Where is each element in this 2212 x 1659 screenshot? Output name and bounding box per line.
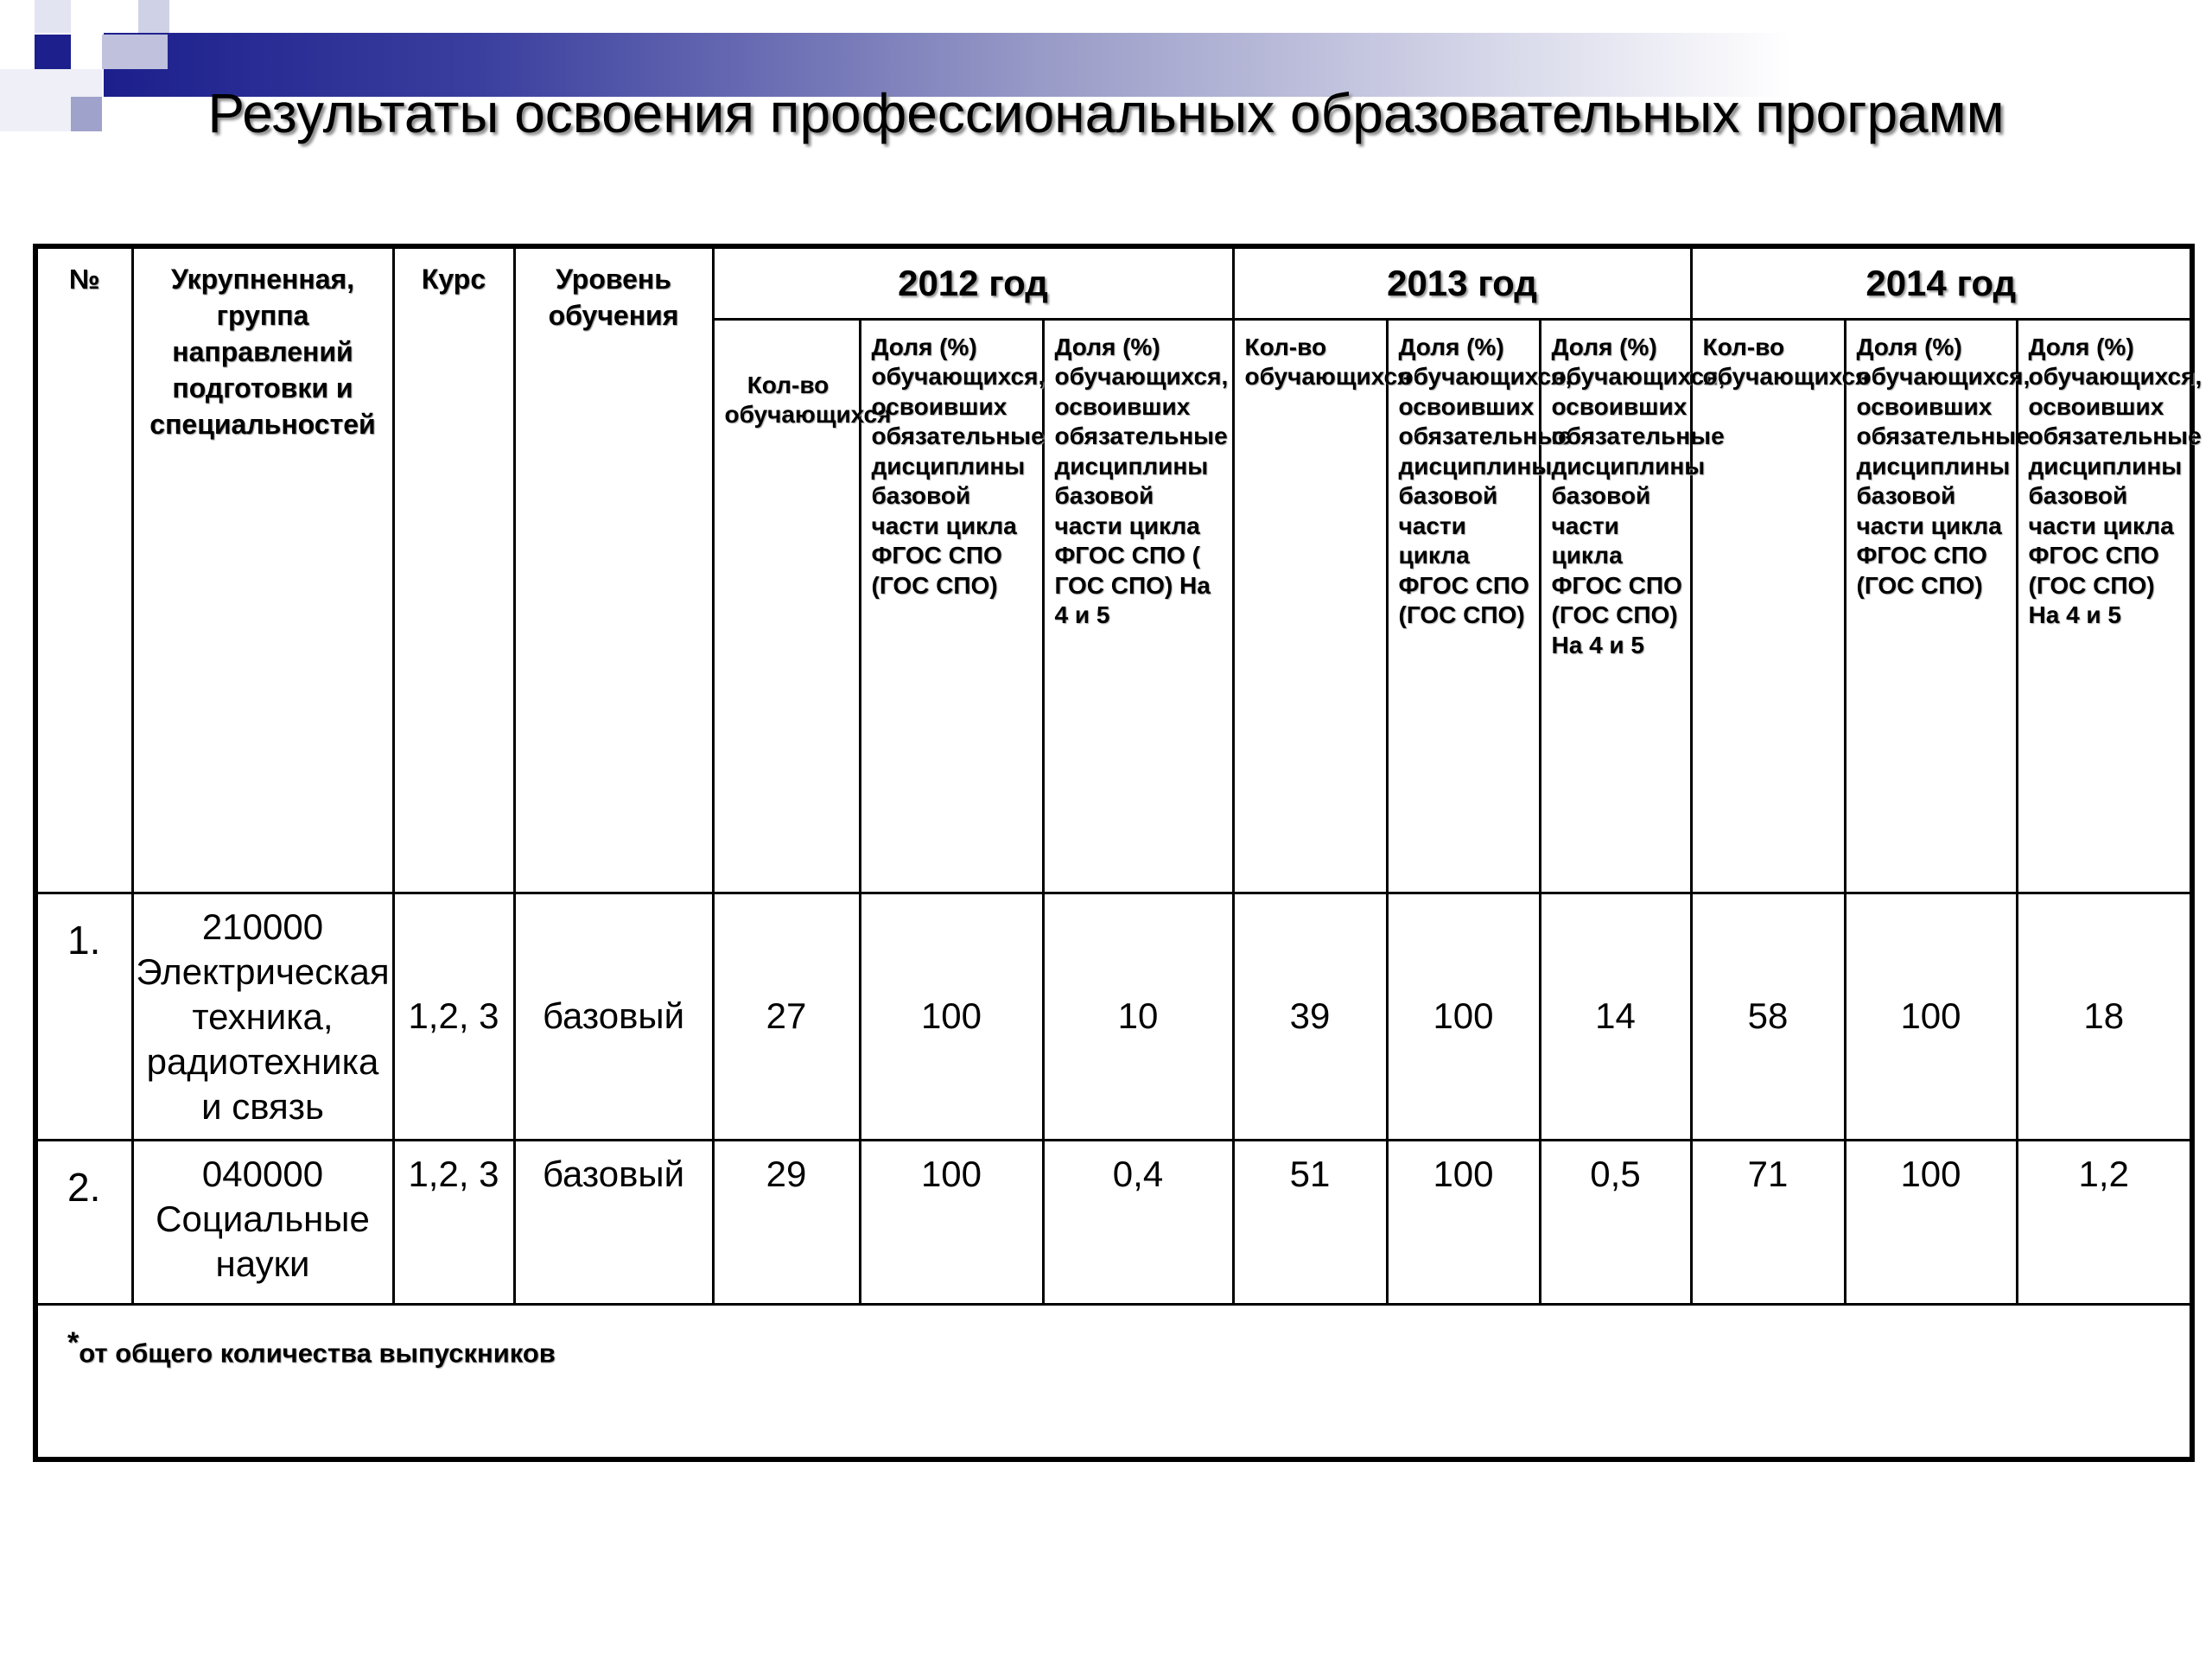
row-value: 39 [1233, 893, 1387, 1140]
subheader-share-2013: Доля (%) обучающихся, освоивших обязательные дисциплины базовой части цикла ФГОС СПО (ГОС СПО) [1387, 319, 1540, 893]
decor-square [35, 35, 71, 69]
row-value: 1,2 [2017, 1140, 2192, 1304]
row-value: 71 [1691, 1140, 1845, 1304]
header-no: № [35, 246, 132, 893]
row-value: 0,5 [1540, 1140, 1691, 1304]
subheader-share45-2012: Доля (%) обучающихся, освоивших обязательные дисциплины базовой части цикла ФГОС СПО ( ГОС СПО) На 4 и 5 [1043, 319, 1233, 893]
page-title: Результаты освоения профессиональных образовательных программ [207, 82, 2005, 144]
footnote-text: от общего количества выпускников [79, 1337, 556, 1368]
row-level: базовый [514, 1140, 713, 1304]
row-number: 1. [35, 893, 132, 1140]
row-group: 210000 Электрическая техника, радиотехника и связь [132, 893, 393, 1140]
table-row [35, 1140, 2192, 1304]
row-value: 100 [860, 1140, 1043, 1304]
subheader-share45-2014: Доля (%) обучающихся, освоивших обязательные дисциплины базовой части цикла ФГОС СПО (ГОС СПО) На 4 и 5 [2017, 319, 2192, 893]
header-level: Уровень обучения [514, 246, 713, 893]
subheader-share45-2013: Доля (%) обучающихся, освоивших обязательные дисциплины базовой части цикла ФГОС СПО (ГОС СПО) На 4 и 5 [1540, 319, 1691, 893]
row-value: 18 [2017, 893, 2192, 1140]
header-group: Укрупненная, группа направлений подготовки и специальностей [132, 246, 393, 893]
decor-square [138, 0, 169, 35]
row-value: 100 [860, 893, 1043, 1140]
decor-square [71, 97, 102, 131]
subheader-count-2013: Кол-во обучающихся [1233, 319, 1387, 893]
header-year-2012: 2012 год [713, 246, 1233, 319]
row-value: 100 [1845, 1140, 2017, 1304]
footnote [35, 1304, 2192, 1459]
row-group: 040000 Социальные науки [132, 1140, 393, 1304]
row-course: 1,2, 3 [393, 893, 514, 1140]
header-course: Курс [393, 246, 514, 893]
footnote-mark: * [67, 1325, 79, 1359]
row-value: 29 [713, 1140, 860, 1304]
subheader-share-2012: Доля (%) обучающихся, освоивших обязательные дисциплины базовой части цикла ФГОС СПО (ГОС СПО) [860, 319, 1043, 893]
row-value: 51 [1233, 1140, 1387, 1304]
row-value: 100 [1387, 893, 1540, 1140]
row-value: 27 [713, 893, 860, 1140]
subheader-share-2014: Доля (%) обучающихся, освоивших обязательные дисциплины базовой части цикла ФГОС СПО (ГОС СПО) [1845, 319, 2017, 893]
row-number: 2. [35, 1140, 132, 1304]
footnote-row [35, 1304, 2192, 1459]
header-year-2014: 2014 год [1691, 246, 2192, 319]
decor-square [35, 0, 71, 33]
row-course: 1,2, 3 [393, 1140, 514, 1304]
table-row [35, 893, 2192, 1140]
row-value: 14 [1540, 893, 1691, 1140]
row-value: 0,4 [1043, 1140, 1233, 1304]
subheader-count-2012: Кол-во обучающихся [713, 319, 860, 893]
row-value: 58 [1691, 893, 1845, 1140]
header-year-2013: 2013 год [1233, 246, 1691, 319]
row-value: 10 [1043, 893, 1233, 1140]
results-table [33, 244, 2202, 1462]
decor-square [102, 35, 168, 69]
row-value: 100 [1845, 893, 2017, 1140]
row-level: базовый [514, 893, 713, 1140]
header-row-1 [35, 246, 2192, 319]
row-value: 100 [1387, 1140, 1540, 1304]
subheader-count-2014: Кол-во обучающихся [1691, 319, 1845, 893]
